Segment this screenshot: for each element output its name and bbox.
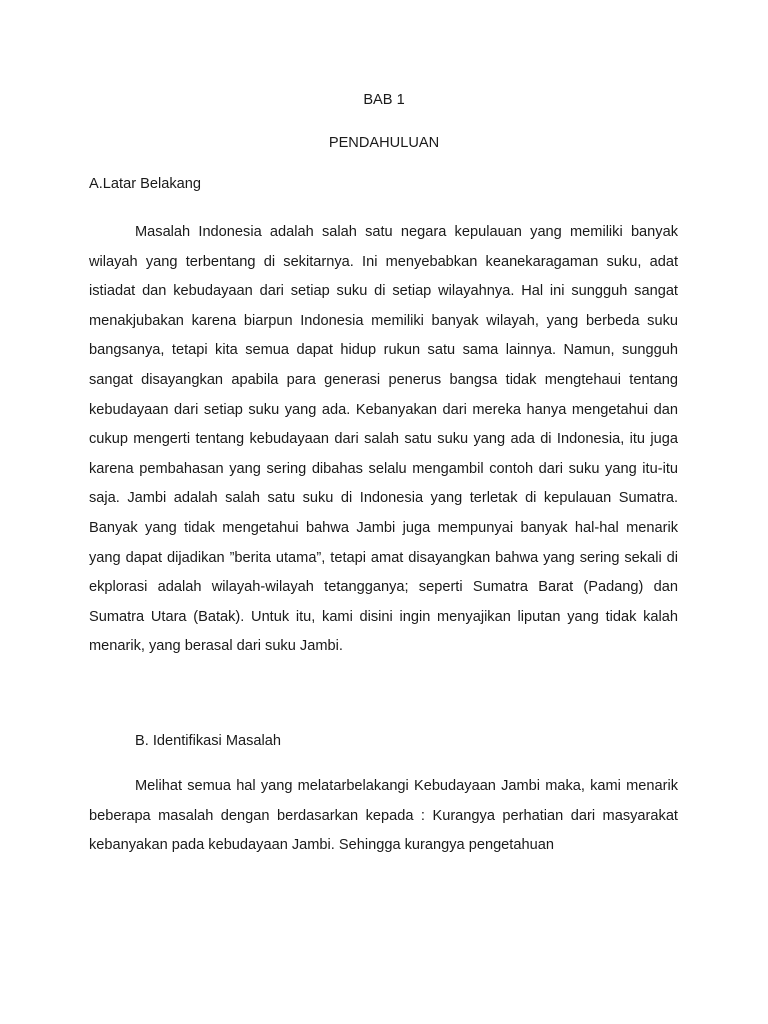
chapter-title: PENDAHULUAN: [328, 135, 440, 151]
section-b-heading: B. Identifikasi Masalah: [135, 733, 282, 749]
section-a-heading: A.Latar Belakang: [89, 176, 201, 192]
section-b-paragraph: Melihat semua hal yang melatarbelakangi Kebudayaan Jambi maka, kami menarik beberapa masalah dengan berdasarkan kepada : Kurangya perhatian dari masyarakat kebanyakan pada kebudayaan Jambi. Sehingga kurangya pengetahuan: [89, 778, 678, 854]
chapter-label: BAB 1: [363, 92, 405, 108]
section-a-paragraph: Masalah Indonesia adalah salah satu negara kepulauan yang memiliki banyak wilayah yang terbentang di sekitarnya. Ini menyebabkan keanekaragaman suku, adat istiadat dan kebudayaan dari setiap suku di setiap wilayahnya. Hal ini sungguh sangat menakjubakan karena biarpun Indonesia memiliki banyak wilayah, yang berbeda suku bangsanya, tetapi kita semua dapat hidup rukun satu sama lainnya. Namun, sungguh sangat disayangkan apabila para generasi penerus bangsa tidak mengtehaui tentang kebudayaan dari setiap suku yang ada. Kebanyakan dari mereka hanya mengetahui dan cukup mengerti tentang kebudayaan dari salah satu suku yang ada di Indonesia, itu juga karena pembahasan yang sering dibahas selalu mengambil contoh dari suku yang itu-itu saja. Jambi adalah salah satu suku di Indonesia yang terletak di kepulauan Sumatra. Banyak yang tidak mengetahui bahwa Jambi juga mempunyai banyak hal-hal menarik yang dapat dijadikan ”berita utama”, tetapi amat disayangkan bahwa yang sering sekali di ekplorasi adalah wilayah-wilayah tetangganya; seperti Sumatra Barat (Padang) dan Sumatra Utara (Batak). Untuk itu, kami disini ingin menyajikan liputan yang tidak kalah menarik, yang berasal dari suku Jambi.: [89, 224, 678, 655]
